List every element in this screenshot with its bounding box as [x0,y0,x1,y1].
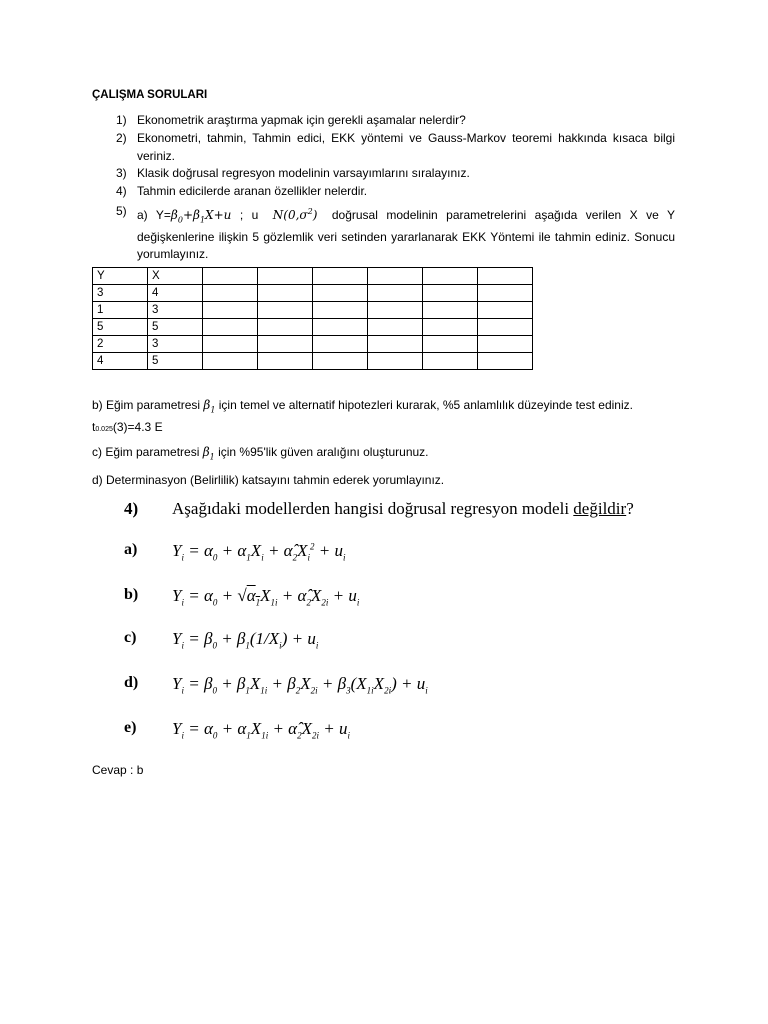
table-cell-x: 3 [148,302,203,319]
formula-b: $Y_i = \alpha_0 + √\alpha_1X_{1i}$ + $\alphâ_2X_{2i} + u_i$ [172,586,360,608]
data-table [92,267,533,370]
formula-c: $Y_i = \beta_0 + \beta_1(1/X_i) + u_i$ [172,629,319,651]
table-row [93,336,533,353]
table-cell-empty [203,285,258,302]
table-cell-empty [313,285,368,302]
table-cell-empty [258,268,313,285]
table-cell-y: 1 [93,302,148,319]
table-cell-empty [368,336,423,353]
table-row [93,302,533,319]
table-cell-empty [258,319,313,336]
table-cell-empty [368,285,423,302]
table-cell-empty [203,302,258,319]
table-cell-empty [313,353,368,370]
table-cell-empty [423,285,478,302]
table-cell-empty [423,336,478,353]
formula-a: $Y_i = \alpha_0 + \alpha_1X_i$ + $\alphâ_2X_i^2 + u_i$ [172,541,346,563]
q5-mid: ; u [239,208,259,222]
t-subscript: 0.025 [95,425,113,433]
table-cell-empty [258,336,313,353]
table-cell-empty [423,302,478,319]
beta1-symbol: $\beta_1$ [202,445,215,462]
q5-rest: doğrusal modelinin parametrelerini aşağıda verilen X ve Y değişkenlerine ilişkin 5 gözlemlik veri setinden yararlanarak EKK Yöntemi ile tahmin ediniz. Sonucu yorumlayınız. [137,208,675,262]
table-header-x: X [148,268,203,285]
beta1-symbol: $\beta_1$ [203,398,216,415]
part-b: b) Eğim parametresi $\beta_1$ için temel ve alternatif hipotezleri kurarak, %5 anlamlılık düzeyinde test ediniz. t0.025(3)=4.3 E [92,398,633,434]
table-cell-empty [313,336,368,353]
q5-prefix: a) Y= [137,208,171,222]
table-cell-empty [258,285,313,302]
table-cell-empty [203,353,258,370]
table-cell-x: 3 [148,336,203,353]
table-cell-empty [478,302,533,319]
normal-dist-formula: $N(0,\sigma^2)$ [272,207,318,222]
table-cell-empty [368,353,423,370]
table-cell-x: 5 [148,353,203,370]
page-title: ÇALIŞMA SORULARI [92,89,208,101]
table-cell-empty [478,353,533,370]
table-cell-y: 3 [93,285,148,302]
table-cell-empty [423,268,478,285]
table-cell-empty [203,268,258,285]
table-cell-empty [313,268,368,285]
table-cell-empty [478,285,533,302]
table-cell-y: 5 [93,319,148,336]
table-cell-empty [313,302,368,319]
table-cell-empty [258,353,313,370]
table-cell-empty [368,268,423,285]
table-cell-x: 4 [148,285,203,302]
table-header-y: Y [93,268,148,285]
answer-text: Cevap : b [92,763,144,777]
table-row [93,285,533,302]
table-cell-empty [478,319,533,336]
model-formula: $\beta_0+\beta_1X+u$ [170,208,232,225]
table-cell-empty [478,336,533,353]
table-header-row [93,268,533,285]
table-cell-empty [368,302,423,319]
table-cell-empty [258,302,313,319]
formula-e: $Y_i = \alpha_0 + \alpha_1X_{1i}$ + $\alphâ_2X_{2i} + u_i$ [172,719,351,741]
table-row [93,353,533,370]
table-cell-empty [368,319,423,336]
table-cell-empty [203,336,258,353]
table-cell-empty [203,319,258,336]
table-cell-empty [423,353,478,370]
table-cell-empty [478,268,533,285]
table-cell-empty [313,319,368,336]
table-cell-x: 5 [148,319,203,336]
part-c: c) Eğim parametresi $\beta_1$ için %95'lik güven aralığını oluşturunuz. [92,445,429,462]
part-d: d) Determinasyon (Belirlilik) katsayını tahmin ederek yorumlayınız. [92,473,445,487]
table-cell-y: 4 [93,353,148,370]
table-row [93,319,533,336]
table-cell-y: 2 [93,336,148,353]
table-cell-empty [423,319,478,336]
formula-d: $Y_i = \beta_0 + \beta_1X_{1i} + \beta_2X_{2i} + \beta_3(X_{1i}X_{2i}) + u_i$ [172,674,428,696]
